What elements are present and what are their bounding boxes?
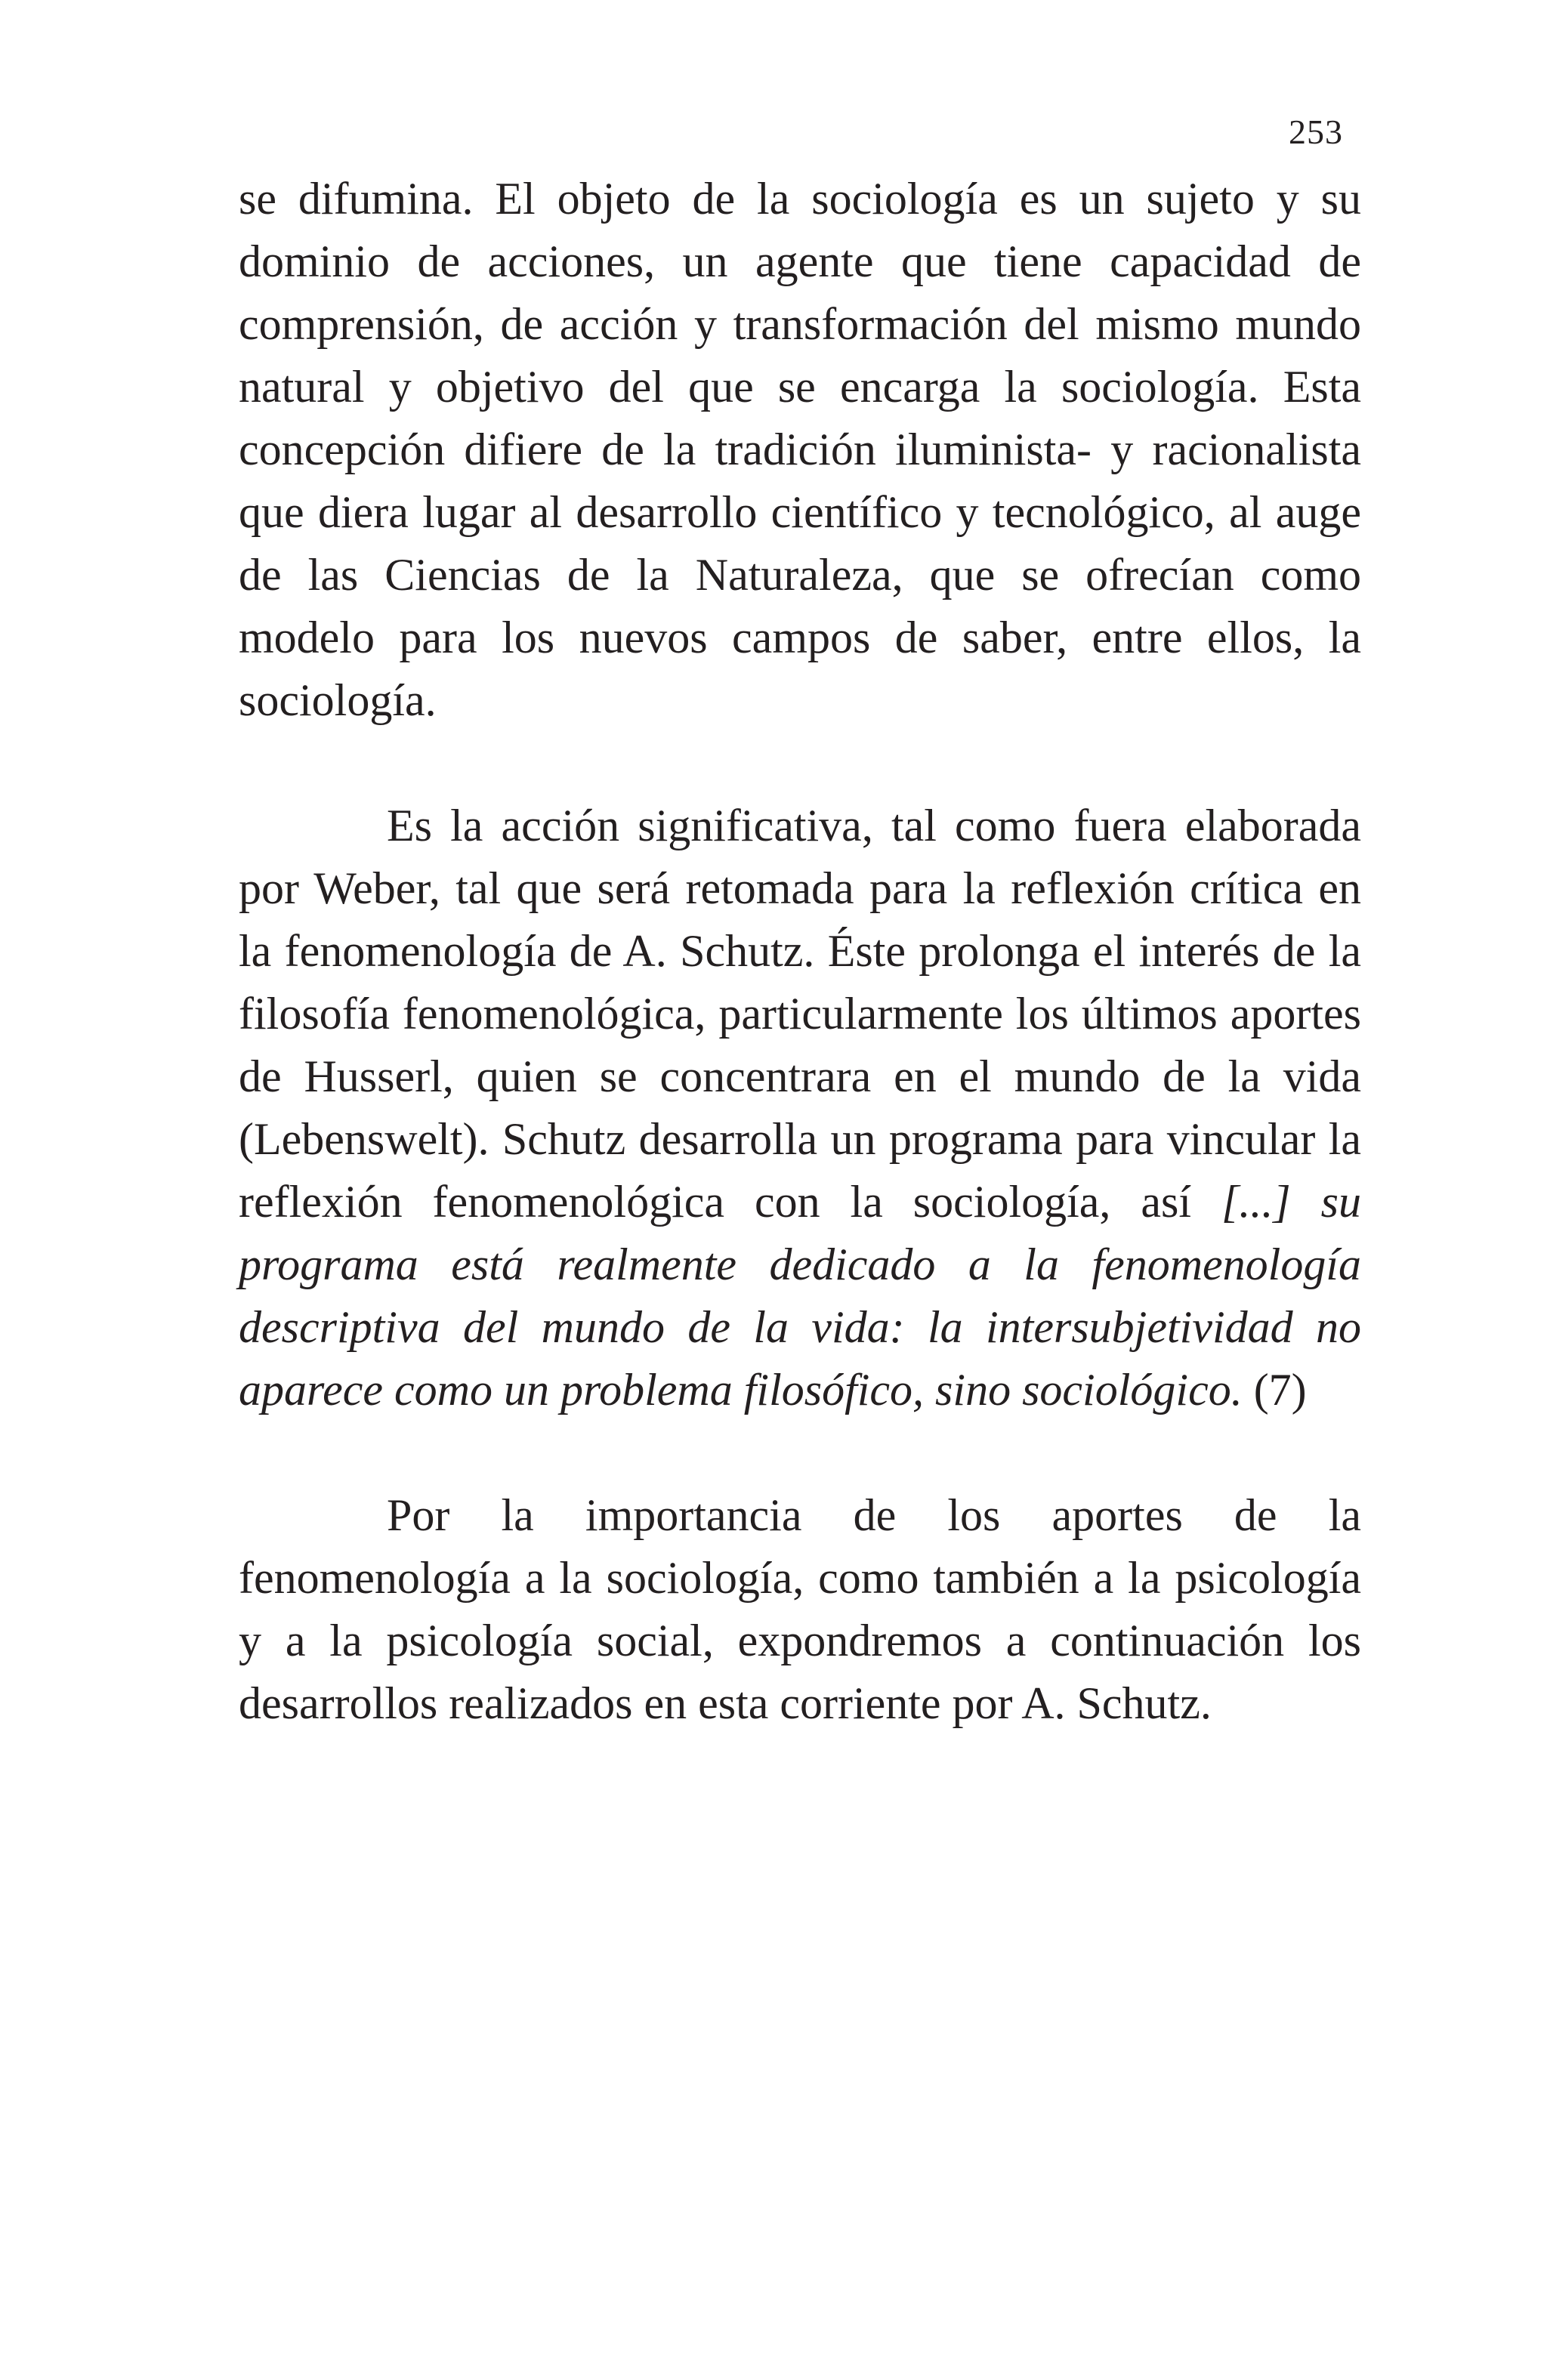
paragraph-1: se difumina. El objeto de la sociología es un sujeto y su dominio de acciones, un agente que tiene capacidad de comprensión, de acción y transformación del mismo mundo natural y objetivo del que se encarga la sociología. Esta concepción difiere de la tradición iluminista- y racionalista que diera lugar al desarrollo científico y tecnológico, al auge de las Ciencias de la Naturaleza, que se ofrecían como modelo para los nuevos campos de saber, entre ellos, la sociología. <box>239 174 1361 725</box>
paragraph-3: Por la importancia de los aportes de la fenomenología a la sociología, como también a la psicología y a la psicología social, expondremos a continuación los desarrollos realizados en esta corriente por A. Schutz. <box>239 1490 1361 1728</box>
paragraph-2 <box>239 795 1361 1422</box>
citation-reference: (7) <box>1242 1365 1307 1415</box>
paragraph-2-text: Es la acción significativa, tal como fuera elaborada por Weber, tal que será retomada para la reflexión crítica en la fenomenología de A. Schutz. Éste prolonga el interés de la filosofía fenomenológica, particularmente los últimos aportes de Husserl, quien se concentrara en el mundo de la vida (Lebenswelt). Schutz desarrolla un programa para vincular la reflexión fenomenológica con la sociología, así <box>239 801 1361 1227</box>
page-number: 253 <box>1289 113 1343 151</box>
italic-quotation: [...] su programa está realmente dedicado a la fenomenología descriptiva del mundo de la vida: la intersubjetividad no aparece como un problema filosófico, sino sociológico. <box>239 1177 1361 1415</box>
body-text <box>239 168 1361 1735</box>
